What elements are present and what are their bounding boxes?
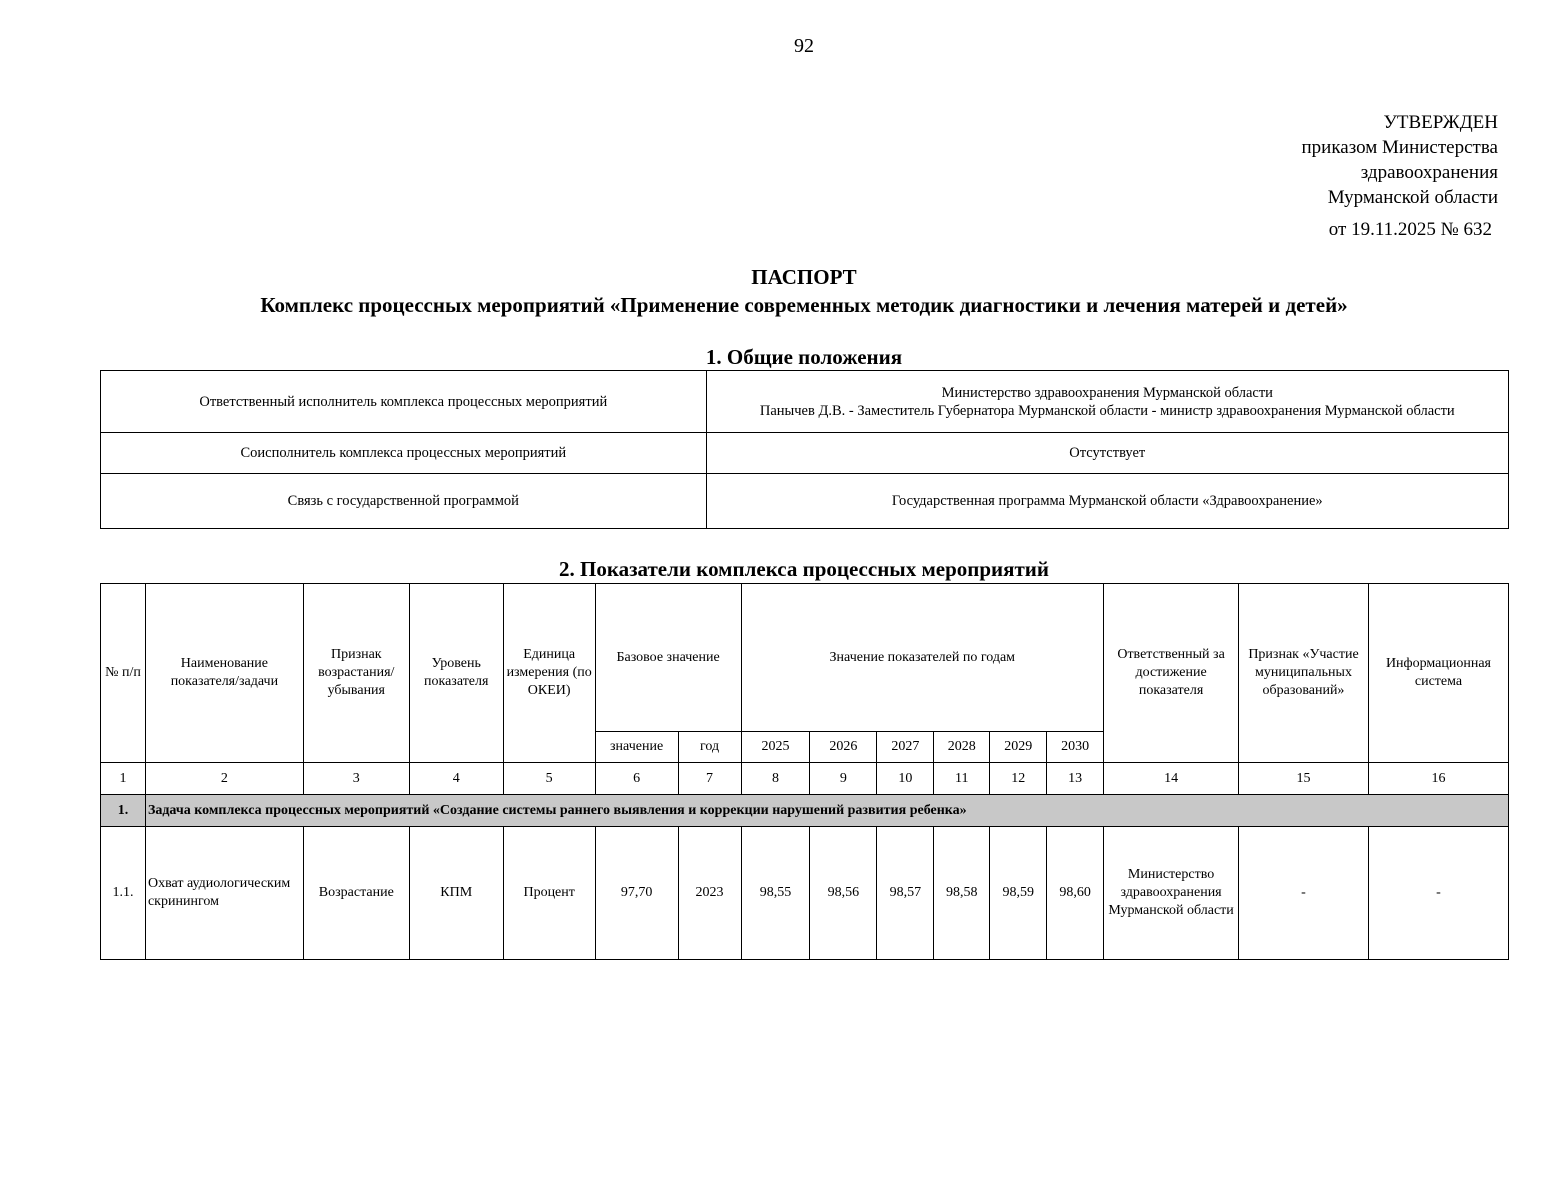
indicator-value-2028: 98,58 [934, 827, 990, 960]
approval-stamp [1302, 110, 1498, 242]
column-numbers-row [101, 763, 1509, 795]
header-base-year: год [678, 732, 741, 763]
header-year: 2030 [1047, 732, 1104, 763]
column-number: 4 [409, 763, 503, 795]
responsible-ministry: Министерство здравоохранения Мурманской области [941, 384, 1273, 401]
column-number: 10 [877, 763, 934, 795]
column-number: 12 [990, 763, 1047, 795]
header-by-years: Значение показателей по годам [741, 584, 1104, 732]
indicator-info-system: - [1368, 827, 1508, 960]
header-level: Уровень показателя [409, 584, 503, 763]
approval-order-line: здравоохранения [1360, 162, 1498, 183]
task-text: Задача комплекса процессных мероприятий «Создание системы раннего выявления и коррекции нарушений развития ребенка» [145, 795, 1508, 827]
header-info-system: Информационная система [1368, 584, 1508, 763]
column-number: 16 [1368, 763, 1508, 795]
header-year: 2028 [934, 732, 990, 763]
section-2-heading: 2. Показатели комплекса процессных мероприятий [558, 557, 1049, 581]
column-number: 7 [678, 763, 741, 795]
general-provisions-table [100, 370, 1509, 529]
table-row [101, 371, 1509, 433]
indicator-number: 1.1. [101, 827, 146, 960]
indicator-trend: Возрастание [303, 827, 409, 960]
indicator-unit: Процент [503, 827, 595, 960]
header-row [101, 584, 1509, 732]
title-complex-name: Комплекс процессных мероприятий «Применение современных методик диагностики и лечения матерей и детей» [260, 293, 1348, 317]
indicator-base-value: 97,70 [595, 827, 678, 960]
row-label: Ответственный исполнитель комплекса процессных мероприятий [101, 371, 707, 433]
responsible-person: Панычев Д.В. - Заместитель Губернатора Мурманской области - министр здравоохранения Мурманской области [759, 402, 1455, 419]
column-number: 13 [1047, 763, 1104, 795]
indicator-value-2029: 98,59 [990, 827, 1047, 960]
column-number: 11 [934, 763, 990, 795]
page-number: 92 [794, 35, 814, 57]
row-label: Связь с государственной программой [101, 474, 707, 529]
column-number: 5 [503, 763, 595, 795]
header-year: 2027 [877, 732, 934, 763]
header-num: № п/п [101, 584, 146, 763]
header-base: Базовое значение [595, 584, 741, 732]
table-row [101, 474, 1509, 529]
indicator-municipal: - [1239, 827, 1369, 960]
row-label: Соисполнитель комплекса процессных мероприятий [101, 433, 707, 474]
indicator-row [101, 827, 1509, 960]
header-trend: Признак возрастания/ убывания [303, 584, 409, 763]
header-municipal: Признак «Участие муниципальных образований» [1239, 584, 1369, 763]
approval-order-line: приказом Министерства [1301, 137, 1498, 158]
indicator-value-2027: 98,57 [877, 827, 934, 960]
task-number: 1. [101, 795, 146, 827]
approval-date: от 19.11.2025 № 632 [1328, 219, 1492, 240]
header-year: 2026 [810, 732, 877, 763]
header-name: Наименование показателя/задачи [145, 584, 303, 763]
indicators-table [100, 583, 1509, 960]
indicator-responsible: Министерство здравоохранения Мурманской области [1104, 827, 1239, 960]
document-title [0, 263, 1553, 319]
task-row [101, 795, 1509, 827]
header-responsible: Ответственный за достижение показателя [1104, 584, 1239, 763]
section-1-heading: 1. Общие положения [705, 345, 903, 369]
title-passport: ПАСПОРТ [751, 265, 857, 289]
column-number: 8 [741, 763, 810, 795]
column-number: 6 [595, 763, 678, 795]
row-value: Государственная программа Мурманской области «Здравоохранение» [706, 474, 1508, 529]
column-number: 1 [101, 763, 146, 795]
column-number: 9 [810, 763, 877, 795]
header-year: 2029 [990, 732, 1047, 763]
header-base-value: значение [595, 732, 678, 763]
column-number: 3 [303, 763, 409, 795]
table-row [101, 433, 1509, 474]
column-number: 15 [1239, 763, 1369, 795]
approval-status: УТВЕРЖДЕН [1383, 112, 1498, 133]
indicator-value-2026: 98,56 [810, 827, 877, 960]
header-year: 2025 [741, 732, 810, 763]
indicator-level: КПМ [409, 827, 503, 960]
column-number: 2 [145, 763, 303, 795]
indicator-name: Охват аудиологическим скринингом [145, 827, 303, 960]
indicator-value-2030: 98,60 [1047, 827, 1104, 960]
indicator-base-year: 2023 [678, 827, 741, 960]
approval-order-line: Мурманской области [1327, 187, 1498, 208]
header-unit: Единица измерения (по ОКЕИ) [503, 584, 595, 763]
column-number: 14 [1104, 763, 1239, 795]
row-value [706, 371, 1508, 433]
indicator-value-2025: 98,55 [741, 827, 810, 960]
row-value: Отсутствует [706, 433, 1508, 474]
